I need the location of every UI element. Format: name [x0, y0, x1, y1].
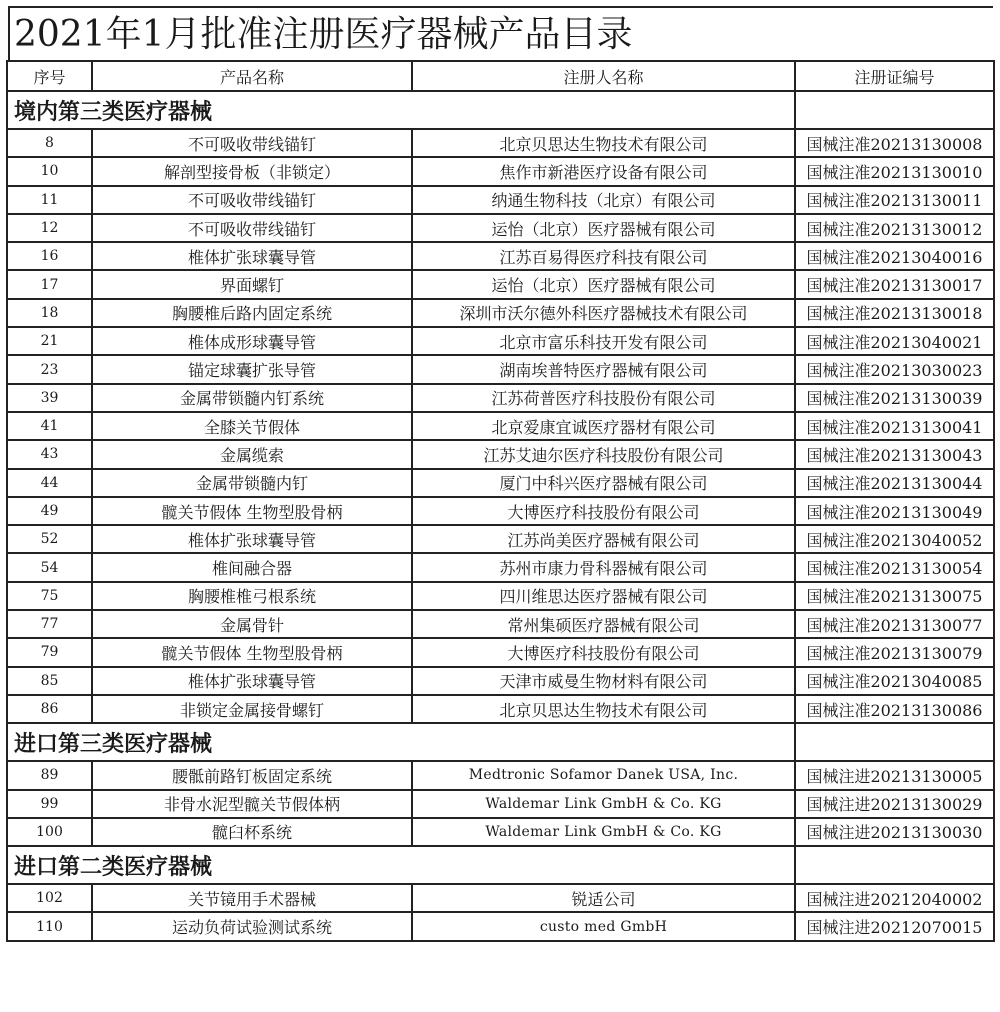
section-label: 进口第三类医疗器械	[7, 723, 795, 761]
cell-registrant: 纳通生物科技（北京）有限公司	[412, 186, 795, 214]
cell-cert: 国械注准20213130041	[795, 412, 994, 440]
header-cert: 注册证编号	[795, 61, 994, 91]
table-row	[7, 525, 994, 553]
cell-cert: 国械注准20213130086	[795, 695, 994, 723]
section-blank-cell	[795, 723, 994, 761]
cell-cert: 国械注准20213130010	[795, 157, 994, 185]
cell-index: 49	[7, 497, 92, 525]
cell-product: 腰骶前路钉板固定系统	[92, 761, 412, 789]
cell-product: 不可吸收带线锚钉	[92, 129, 412, 157]
cell-registrant: 北京贝思达生物技术有限公司	[412, 695, 795, 723]
table-row	[7, 553, 994, 581]
cell-product: 界面螺钉	[92, 270, 412, 298]
cell-product: 不可吸收带线锚钉	[92, 186, 412, 214]
cell-index: 52	[7, 525, 92, 553]
table-row	[7, 884, 994, 912]
cell-index: 54	[7, 553, 92, 581]
cell-index: 23	[7, 355, 92, 383]
cell-product: 锚定球囊扩张导管	[92, 355, 412, 383]
table-row	[7, 242, 994, 270]
cell-registrant: 深圳市沃尔德外科医疗器械技术有限公司	[412, 299, 795, 327]
table-row	[7, 497, 994, 525]
cell-registrant: 北京贝思达生物技术有限公司	[412, 129, 795, 157]
cell-registrant: 天津市威曼生物材料有限公司	[412, 667, 795, 695]
cell-cert: 国械注进20213130005	[795, 761, 994, 789]
cell-index: 11	[7, 186, 92, 214]
header-product: 产品名称	[92, 61, 412, 91]
cell-registrant: custo med GmbH	[412, 912, 795, 940]
cell-cert: 国械注准20213130039	[795, 384, 994, 412]
cell-index: 75	[7, 582, 92, 610]
cell-index: 41	[7, 412, 92, 440]
cell-product: 金属骨针	[92, 610, 412, 638]
cell-product: 关节镜用手术器械	[92, 884, 412, 912]
cell-index: 16	[7, 242, 92, 270]
cell-cert: 国械注准20213130075	[795, 582, 994, 610]
section-label: 境内第三类医疗器械	[7, 91, 795, 129]
cell-index: 77	[7, 610, 92, 638]
cell-product: 髋关节假体 生物型股骨柄	[92, 638, 412, 666]
cell-cert: 国械注准20213130077	[795, 610, 994, 638]
cell-product: 椎体扩张球囊导管	[92, 667, 412, 695]
cell-index: 43	[7, 440, 92, 468]
cell-registrant: 苏州市康力骨科器械有限公司	[412, 553, 795, 581]
cell-product: 髋臼杯系统	[92, 818, 412, 846]
cell-cert: 国械注进20213130029	[795, 790, 994, 818]
cell-index: 17	[7, 270, 92, 298]
cell-cert: 国械注准20213130018	[795, 299, 994, 327]
cell-cert: 国械注准20213130079	[795, 638, 994, 666]
cell-index: 21	[7, 327, 92, 355]
table-row	[7, 610, 994, 638]
table-row	[7, 157, 994, 185]
cell-registrant: 北京爱康宜诚医疗器材有限公司	[412, 412, 795, 440]
cell-product: 非骨水泥型髋关节假体柄	[92, 790, 412, 818]
header-registrant: 注册人名称	[412, 61, 795, 91]
cell-cert: 国械注进20212070015	[795, 912, 994, 940]
cell-product: 解剖型接骨板（非锁定）	[92, 157, 412, 185]
cell-index: 89	[7, 761, 92, 789]
cell-index: 39	[7, 384, 92, 412]
cell-registrant: 常州集硕医疗器械有限公司	[412, 610, 795, 638]
table-row	[7, 667, 994, 695]
cell-cert: 国械注准20213040021	[795, 327, 994, 355]
section-heading	[7, 846, 994, 884]
cell-registrant: 大博医疗科技股份有限公司	[412, 638, 795, 666]
table-row	[7, 270, 994, 298]
cell-index: 12	[7, 214, 92, 242]
cell-registrant: 四川维思达医疗器械有限公司	[412, 582, 795, 610]
table-row	[7, 412, 994, 440]
cell-registrant: 江苏尚美医疗器械有限公司	[412, 525, 795, 553]
table-row	[7, 214, 994, 242]
cell-product: 椎体扩张球囊导管	[92, 525, 412, 553]
cell-registrant: 江苏百易得医疗科技有限公司	[412, 242, 795, 270]
cell-cert: 国械注准20213130008	[795, 129, 994, 157]
cell-registrant: Waldemar Link GmbH & Co. KG	[412, 818, 795, 846]
cell-product: 椎体成形球囊导管	[92, 327, 412, 355]
cell-index: 86	[7, 695, 92, 723]
cell-cert: 国械注准20213040052	[795, 525, 994, 553]
table-row	[7, 129, 994, 157]
cell-index: 18	[7, 299, 92, 327]
registry-table	[6, 60, 995, 942]
cell-product: 椎间融合器	[92, 553, 412, 581]
table-row	[7, 790, 994, 818]
cell-index: 8	[7, 129, 92, 157]
cell-registrant: 江苏艾迪尔医疗科技股份有限公司	[412, 440, 795, 468]
cell-registrant: 厦门中科兴医疗器械有限公司	[412, 469, 795, 497]
cell-product: 金属带锁髓内钉	[92, 469, 412, 497]
cell-product: 不可吸收带线锚钉	[92, 214, 412, 242]
table-header	[7, 61, 994, 91]
table-row	[7, 186, 994, 214]
section-blank-cell	[795, 846, 994, 884]
cell-registrant: 运怡（北京）医疗器械有限公司	[412, 214, 795, 242]
table-row	[7, 355, 994, 383]
cell-index: 79	[7, 638, 92, 666]
cell-product: 胸腰椎椎弓根系统	[92, 582, 412, 610]
cell-registrant: 湖南埃普特医疗器械有限公司	[412, 355, 795, 383]
table-row	[7, 695, 994, 723]
cell-product: 金属带锁髓内钉系统	[92, 384, 412, 412]
cell-index: 100	[7, 818, 92, 846]
cell-index: 10	[7, 157, 92, 185]
cell-index: 44	[7, 469, 92, 497]
cell-product: 全膝关节假体	[92, 412, 412, 440]
cell-cert: 国械注进20213130030	[795, 818, 994, 846]
cell-product: 金属缆索	[92, 440, 412, 468]
cell-product: 非锁定金属接骨螺钉	[92, 695, 412, 723]
table-row	[7, 912, 994, 940]
cell-registrant: Medtronic Sofamor Danek USA, Inc.	[412, 761, 795, 789]
cell-cert: 国械注准20213130012	[795, 214, 994, 242]
cell-product: 髋关节假体 生物型股骨柄	[92, 497, 412, 525]
header-index: 序号	[7, 61, 92, 91]
cell-product: 运动负荷试验测试系统	[92, 912, 412, 940]
cell-registrant: Waldemar Link GmbH & Co. KG	[412, 790, 795, 818]
cell-registrant: 锐适公司	[412, 884, 795, 912]
cell-registrant: 北京市富乐科技开发有限公司	[412, 327, 795, 355]
section-label: 进口第二类医疗器械	[7, 846, 795, 884]
table-row	[7, 440, 994, 468]
section-heading	[7, 91, 994, 129]
table-row	[7, 384, 994, 412]
cell-cert: 国械注准20213040085	[795, 667, 994, 695]
cell-cert: 国械注准20213130043	[795, 440, 994, 468]
cell-cert: 国械注进20212040002	[795, 884, 994, 912]
table-row	[7, 818, 994, 846]
table-row	[7, 299, 994, 327]
cell-registrant: 运怡（北京）医疗器械有限公司	[412, 270, 795, 298]
page-title: 2021年1月批准注册医疗器械产品目录	[8, 6, 993, 60]
section-heading	[7, 723, 994, 761]
table-row	[7, 638, 994, 666]
cell-cert: 国械注准20213130011	[795, 186, 994, 214]
cell-cert: 国械注准20213040016	[795, 242, 994, 270]
cell-cert: 国械注准20213130054	[795, 553, 994, 581]
cell-registrant: 大博医疗科技股份有限公司	[412, 497, 795, 525]
table-row	[7, 327, 994, 355]
cell-index: 110	[7, 912, 92, 940]
section-blank-cell	[795, 91, 994, 129]
cell-cert: 国械注准20213130017	[795, 270, 994, 298]
table-row	[7, 761, 994, 789]
cell-index: 102	[7, 884, 92, 912]
cell-cert: 国械注准20213130049	[795, 497, 994, 525]
cell-index: 99	[7, 790, 92, 818]
cell-product: 椎体扩张球囊导管	[92, 242, 412, 270]
table-row	[7, 469, 994, 497]
table-row	[7, 582, 994, 610]
cell-cert: 国械注准20213030023	[795, 355, 994, 383]
cell-registrant: 焦作市新港医疗设备有限公司	[412, 157, 795, 185]
cell-cert: 国械注准20213130044	[795, 469, 994, 497]
cell-registrant: 江苏荷普医疗科技股份有限公司	[412, 384, 795, 412]
cell-index: 85	[7, 667, 92, 695]
cell-product: 胸腰椎后路内固定系统	[92, 299, 412, 327]
